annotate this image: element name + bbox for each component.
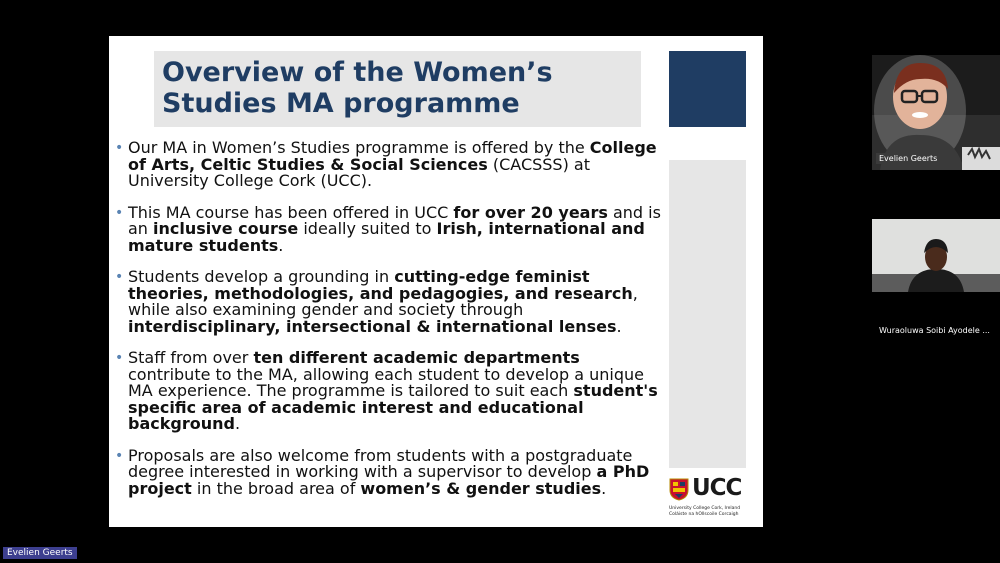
blue-accent-block bbox=[669, 51, 746, 127]
participant-name-tag: Evelien Geerts bbox=[876, 153, 940, 164]
bullet-text: ideally suited to bbox=[298, 219, 437, 238]
bullet-item bbox=[113, 269, 665, 335]
bullet-text: Students develop a grounding in bbox=[128, 267, 395, 286]
bullet-text: . bbox=[601, 478, 607, 498]
bullet-text: . bbox=[234, 414, 241, 433]
bullet-bold-text: inclusive course bbox=[153, 219, 299, 238]
bullet-item bbox=[113, 202, 665, 255]
bullet-bold-text: a PhD project bbox=[128, 462, 650, 498]
bullet-text: (CACSSS) at University College Cork (UCC). bbox=[128, 154, 590, 190]
bullet-text: in the broad area of bbox=[191, 478, 361, 498]
ucc-logo-text: UCC bbox=[692, 475, 742, 501]
bullet-bold-text: cutting-edge feminist theories, methodologies, and pedagogies, and research bbox=[128, 267, 633, 303]
participant-video-tile[interactable] bbox=[872, 219, 1000, 292]
bullet-bold-text: women’s & gender studies bbox=[360, 478, 602, 498]
bullet-bold-text: interdisciplinary, intersectional & international lenses bbox=[128, 316, 617, 336]
ucc-crest-icon bbox=[669, 478, 689, 501]
bullet-text: Proposals are also welcome from students with a postgraduate degree interested in working with a supervisor to develop bbox=[128, 445, 633, 481]
bullet-item bbox=[113, 445, 665, 498]
presentation-slide bbox=[109, 36, 763, 527]
bullet-text: This MA course has been offered in UCC bbox=[128, 202, 454, 222]
grey-side-panel bbox=[669, 160, 746, 468]
bullet-list bbox=[113, 140, 665, 512]
bullet-text: . bbox=[278, 235, 284, 255]
participant-name-label: Wuraoluwa Soibi Ayodele ... bbox=[879, 326, 990, 335]
active-speaker-tag: Evelien Geerts bbox=[3, 547, 77, 559]
participant-video-feed bbox=[872, 219, 1000, 292]
bullet-text: contribute to the MA, allowing each student to develop a unique MA experience. The programme is tailored to suit each bbox=[128, 364, 644, 400]
bullet-text: Our MA in Women’s Studies programme is offered by the bbox=[128, 138, 590, 157]
ucc-logo-subtitle: University College Cork, Ireland Coláiste na hOllscoile Corcaigh bbox=[669, 506, 741, 517]
bullet-text: Staff from over bbox=[128, 348, 254, 367]
bullet-bold-text: for over 20 years bbox=[453, 202, 608, 222]
ucc-logo bbox=[665, 474, 751, 520]
title-box bbox=[154, 51, 641, 127]
participant-video-tile[interactable] bbox=[872, 55, 1000, 170]
bullet-text: , while also examining gender and society through bbox=[128, 283, 638, 319]
slide-title: Overview of the Women’s Studies MA programme bbox=[162, 57, 553, 119]
bullet-item bbox=[113, 350, 665, 433]
bullet-item bbox=[113, 140, 665, 190]
bullet-text: . bbox=[616, 316, 622, 336]
bullet-text: and is an bbox=[128, 202, 661, 238]
bullet-bold-text: student's specific area of academic interest and educational background bbox=[128, 381, 658, 433]
bullet-bold-text: ten different academic departments bbox=[253, 348, 580, 367]
bullet-bold-text: College of Arts, Celtic Studies & Social Sciences bbox=[128, 138, 657, 174]
bullet-bold-text: Irish, international and mature students bbox=[128, 219, 645, 255]
